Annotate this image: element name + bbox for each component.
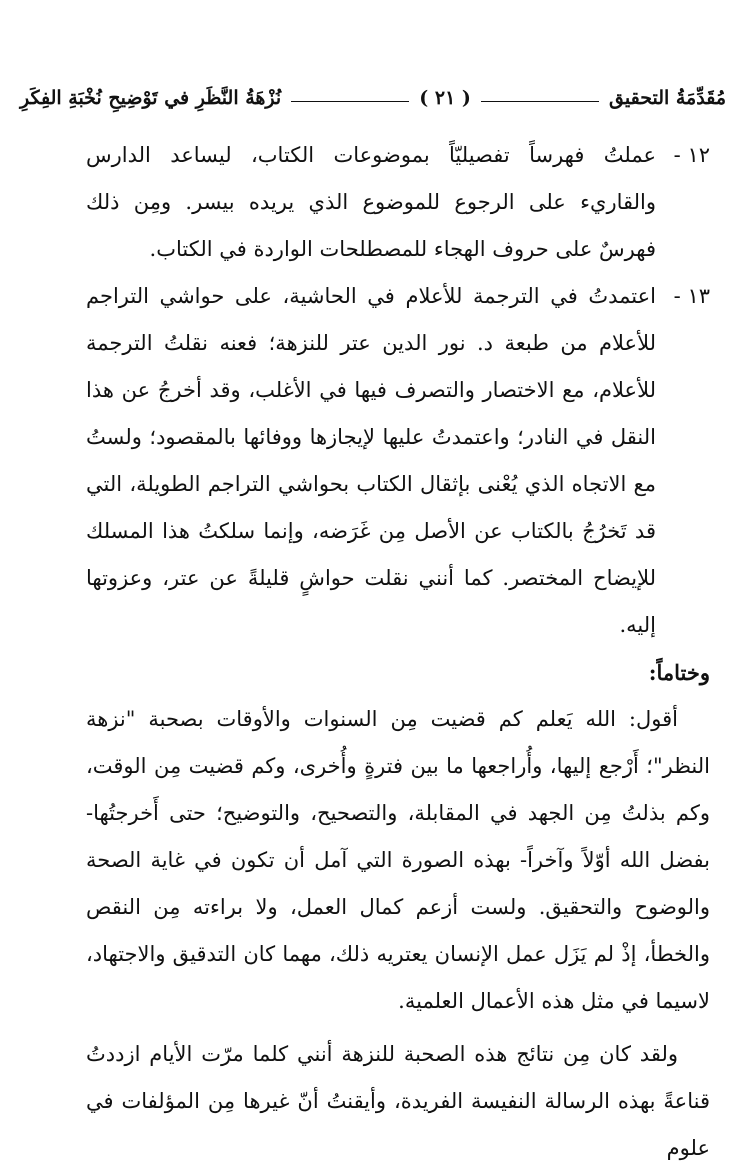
paragraph: ولقد كان مِن نتائج هذه الصحبة للنزهة أنني كلما مرّت الأيام ازددتُ قناعةً بهذه الرسالة النفيسة الفريدة، وأيقنتُ أنّ غيرها مِن المؤلفات في علوم [86, 1042, 710, 1160]
book-title: نُزْهَةُ النَّظَرِ في تَوْضِيحِ نُخْبَةِ الفِكَرِ [19, 87, 282, 109]
page-body [86, 132, 710, 1172]
paragraph: أقول: الله يَعلم كم قضيت مِن السنوات والأوقات بصحبة "نزهة النظر"؛ أَرْجع إليها، وأُراجعها ما بين فترةٍ وأُخرى، وكم قضيت مِن الوقت، وكم بذلتُ مِن الجهد في المقابلة، والتصحيح، والتوضيح؛ حتى أَخرجتُها- بفضل الله أوّلاً وآخراً- بهذه الصورة التي آمل أن تكون في غاية الصحة والوضوح والتحقيق. ولست أزعم كمال العمل، ولا براءته مِن النقص والخطأ، إذْ لم يَزَل عمل الإنسان يعتريه ذلك، مهما كان التدقيق والاجتهاد، لاسيما في مثل هذه الأعمال العلمية. [86, 707, 710, 1013]
header-rule [291, 101, 409, 102]
page-number: ( ٢١ ) [419, 87, 471, 109]
section-heading: وختاماً: [648, 660, 710, 685]
item-number: ١٣ - [673, 284, 710, 308]
numbered-item [86, 132, 710, 273]
header-rule [481, 101, 599, 102]
numbered-item [86, 273, 710, 649]
item-number: ١٢ - [673, 143, 710, 167]
chapter-title: مُقَدِّمَةُ التحقيق [609, 87, 726, 109]
item-text: اعتمدتُ في الترجمة للأعلام في الحاشية، على حواشي التراجم للأعلام من طبعة د. نور الدين عتر للنزهة؛ فعنه نقلتُ الترجمة للأعلام، مع الاختصار والتصرف فيها في الأغلب، وقد أخرجُ عن هذا النقل في النادر؛ واعتمدتُ عليها لإيجازها ووفائها بالمقصود؛ ولستُ مع الاتجاه الذي يُعْنى بإثقال الكتاب بحواشي التراجم الطويلة، التي قد تَخرُجُ بالكتاب عن الأصل مِن غَرَضه، وإنما سلكتُ هذا المسلك للإيضاح المختصر. كما أنني نقلت حواشٍ قليلةً عن عتر، وعزوتها إليه. [86, 284, 656, 637]
item-text: عملتُ فهرساً تفصيليّاً بموضوعات الكتاب، ليساعد الدارس والقاريء على الرجوع للموضوع الذي يريده بيسر. ومِن ذلك فهرسٌ على حروف الهجاء للمصطلحات الواردة في الكتاب. [86, 143, 656, 261]
running-header [20, 78, 726, 118]
